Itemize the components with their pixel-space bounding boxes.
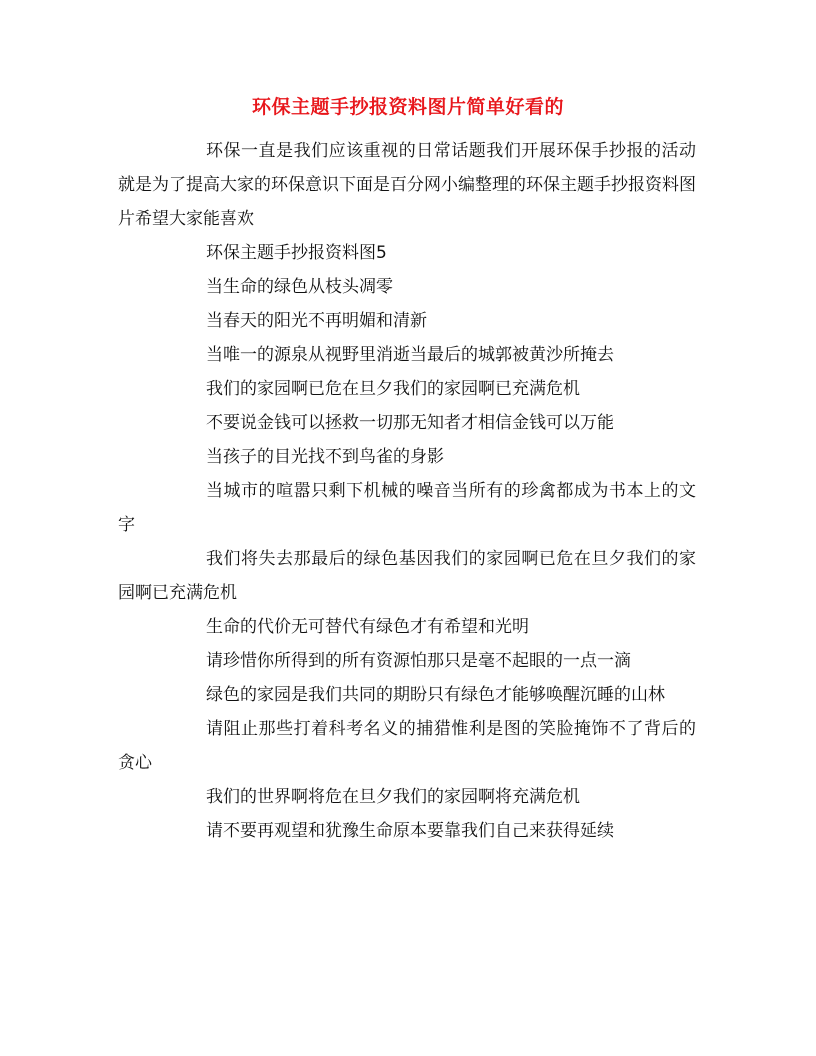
paragraph: 请不要再观望和犹豫生命原本要靠我们自己来获得延续	[206, 821, 614, 841]
document-body	[118, 134, 696, 848]
paragraph: 环保主题手抄报资料图5	[206, 243, 387, 263]
paragraph: 请珍惜你所得到的所有资源怕那只是毫不起眼的一点一滴	[206, 651, 631, 671]
paragraph: 当春天的阳光不再明媚和清新	[206, 311, 427, 331]
paragraph: 当唯一的源泉从视野里消逝当最后的城郭被黄沙所掩去	[206, 345, 614, 365]
paragraph: 当孩子的目光找不到鸟雀的身影	[206, 447, 444, 467]
paragraph: 请阻止那些打着科考名义的捕猎惟利是图的笑脸掩饰不了背后的贪心	[118, 719, 696, 773]
paragraph: 绿色的家园是我们共同的期盼只有绿色才能够唤醒沉睡的山林	[206, 685, 665, 705]
paragraph: 不要说金钱可以拯救一切那无知者才相信金钱可以万能	[206, 413, 614, 433]
paragraph: 生命的代价无可替代有绿色才有希望和光明	[206, 617, 529, 637]
paragraph: 环保一直是我们应该重视的日常话题我们开展环保手抄报的活动就是为了提高大家的环保意识下面是百分网小编整理的环保主题手抄报资料图片希望大家能喜欢	[118, 141, 696, 229]
paragraph: 我们将失去那最后的绿色基因我们的家园啊已危在旦夕我们的家园啊已充满危机	[118, 549, 696, 603]
paragraph: 当城市的喧嚣只剩下机械的噪音当所有的珍禽都成为书本上的文字	[118, 481, 696, 535]
paragraph: 当生命的绿色从枝头凋零	[206, 277, 393, 297]
paragraph: 我们的家园啊已危在旦夕我们的家园啊已充满危机	[206, 379, 580, 399]
paragraph: 我们的世界啊将危在旦夕我们的家园啊将充满危机	[206, 787, 580, 807]
document-title: 环保主题手抄报资料图片简单好看的	[251, 96, 564, 118]
